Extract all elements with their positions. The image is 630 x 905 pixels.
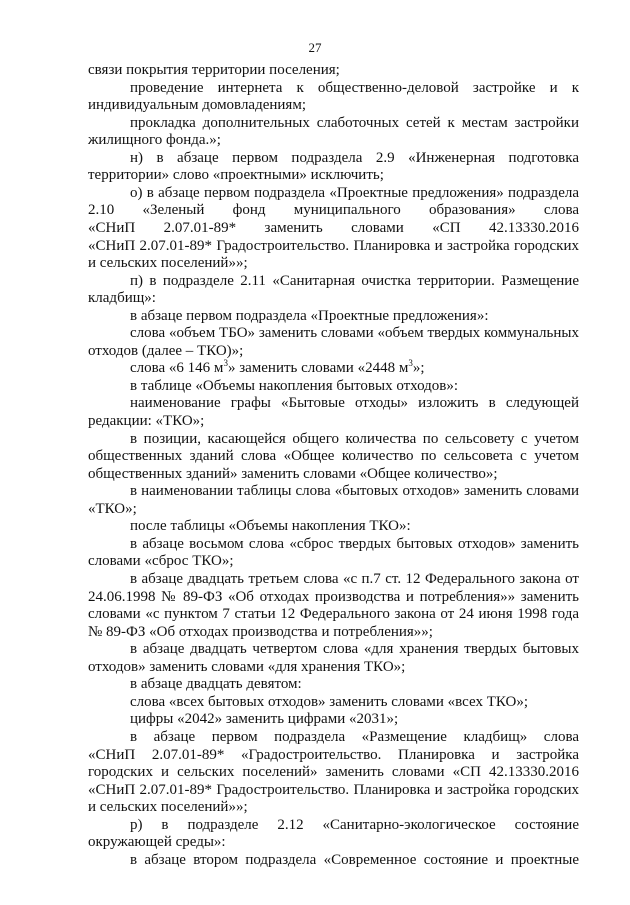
- text-line: общественных зданий слова «Общее количество по сельсовета с учетом: [88, 448, 579, 465]
- text-line: наименование графы «Бытовые отходы» изложить в следующей: [130, 395, 579, 412]
- text-line: в абзаце восьмом слова «сброс твердых бытовых отходов» заменить: [130, 535, 579, 552]
- text-line: р) в подразделе 2.12 «Санитарно-экологическое состояние: [130, 816, 579, 833]
- text-line: жилищного фонда.»;: [88, 132, 221, 149]
- text-line: связи покрытия территории поселения;: [88, 62, 340, 78]
- text-line: «СНиП 2.07.01-89* «Градостроительство. Планировка и застройка: [88, 746, 579, 763]
- text-line: в абзаце двадцать третьем слова «с п.7 ст. 12 Федерального закона от: [130, 571, 579, 587]
- text-line: в абзаце первом подраздела «Проектные предложения»:: [130, 307, 489, 324]
- text-line: слова «объем ТБО» заменить словами «объем твердых коммунальных: [130, 325, 579, 342]
- text-fragment: слова «6 146 м: [130, 360, 224, 377]
- text-line: в позиции, касающейся общего количества по сельсовету с учетом: [130, 430, 579, 447]
- superscript: 3: [223, 358, 228, 369]
- text-line: индивидуальным домовладениям;: [88, 97, 306, 114]
- text-line: городских и сельских поселений» заменить словами «СП 42.13330.2016: [88, 764, 579, 780]
- text-line: словами «с пунктом 7 статьи 12 Федерального закона от 24 июня 1998 года: [88, 606, 579, 623]
- text-line: в абзаце втором подраздела «Современное состояние и проектные: [130, 851, 579, 868]
- text-line: в наименовании таблицы слова «бытовых отходов» заменить словами: [130, 483, 579, 500]
- text-line: «СНиП 2.07.01-89* Градостроительство. Планировка и застройка городских: [88, 781, 579, 798]
- text-line: в таблице «Объемы накопления бытовых отходов»:: [130, 377, 459, 394]
- text-line: о) в абзаце первом подраздела «Проектные предложения» подраздела: [130, 184, 579, 201]
- text-line: [130, 360, 579, 377]
- text-line: кладбищ»:: [88, 290, 156, 307]
- text-line: окружающей среды»:: [88, 834, 226, 851]
- text-line: в абзаце двадцать четвертом слова «для хранения твердых бытовых: [130, 641, 579, 658]
- text-line: н) в абзаце первом подраздела 2.9 «Инженерная подготовка: [130, 149, 579, 166]
- text-line: отходов (далее – ТКО)»;: [88, 342, 244, 359]
- text-line: п) в подразделе 2.11 «Санитарная очистка территории. Размещение: [130, 272, 579, 289]
- text-line: отходов» заменить словами «для хранения ТКО»;: [88, 658, 406, 675]
- text-line: слова «всех бытовых отходов» заменить словами «всех ТКО»;: [130, 693, 529, 710]
- text-line: проведение интернета к общественно-деловой застройке и к: [130, 79, 579, 96]
- text-line: территории» слово «проектными» исключить;: [88, 167, 384, 184]
- text-line: редакции: «ТКО»;: [88, 413, 205, 429]
- text-fragment: »;: [412, 360, 425, 377]
- text-line: в абзаце двадцать девятом:: [130, 676, 302, 693]
- text-line: и сельских поселений»»;: [88, 799, 248, 816]
- text-line: «ТКО»;: [88, 500, 137, 517]
- text-line: прокладка дополнительных слаботочных сетей к местам застройки: [130, 114, 579, 131]
- superscript: 3: [408, 358, 413, 369]
- text-line: после таблицы «Объемы накопления ТКО»:: [130, 518, 411, 535]
- text-line: № 89-ФЗ «Об отходах производства и потребления»»;: [88, 623, 433, 640]
- text-line: «СНиП 2.07.01-89* Градостроительство. Планировка и застройка городских: [88, 237, 579, 254]
- text-line: общественных зданий» заменить словами «Общее количество»;: [88, 465, 498, 482]
- text-line: цифры «2042» заменить цифрами «2031»;: [130, 711, 399, 728]
- text-line: словами «сброс ТКО»;: [88, 553, 234, 570]
- text-line: «СНиП 2.07.01-89* заменить словами «СП 42.13330.2016: [88, 220, 579, 236]
- text-line: 2.10 «Зеленый фонд муниципального образования» слова: [88, 202, 579, 219]
- text-line: и сельских поселений»»;: [88, 255, 248, 272]
- page-number: 27: [308, 40, 322, 55]
- text-line: 24.06.1998 № 89-ФЗ «Об отходах производства и потребления»» заменить: [88, 588, 579, 605]
- text-line: в абзаце первом подраздела «Размещение кладбищ» слова: [130, 728, 579, 745]
- text-fragment: » заменить словами «2448 м: [227, 360, 409, 377]
